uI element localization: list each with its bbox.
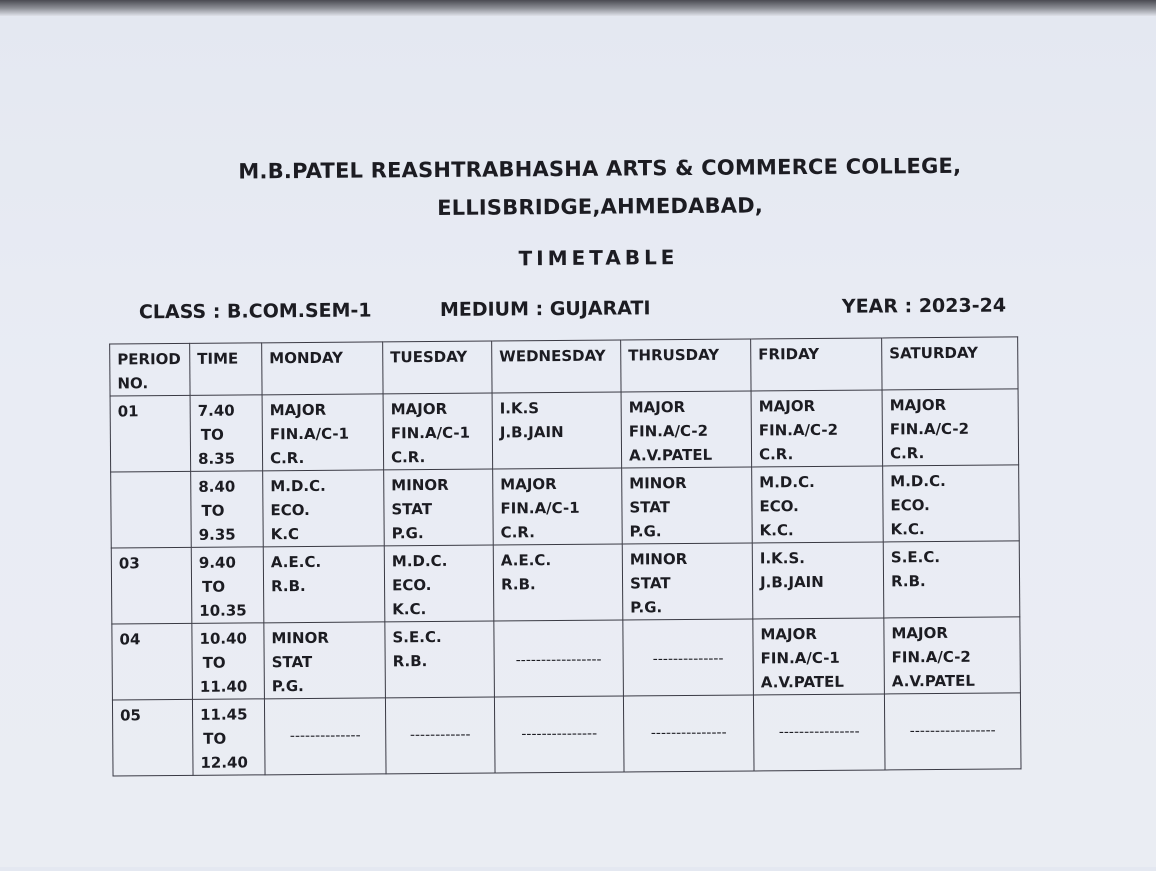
subject-line: MAJOR bbox=[891, 623, 948, 643]
subject-line: FIN.A/C-1 bbox=[760, 648, 840, 668]
time-line: 11.45 bbox=[199, 705, 248, 724]
column-header-monday: MONDAY bbox=[262, 342, 383, 395]
subject-cell bbox=[884, 693, 1021, 770]
subject-cell bbox=[883, 541, 1020, 618]
college-name: M.B.PATEL REASHTRABHASHA ARTS & COMMERCE COLLEGE, bbox=[238, 153, 962, 184]
subject-line: MAJOR bbox=[760, 624, 817, 644]
column-header-saturday: SATURDAY bbox=[882, 337, 1018, 390]
subject-line: C.R. bbox=[889, 444, 925, 463]
table-row bbox=[111, 465, 1020, 548]
subject-line: FIN.A/C-1 bbox=[269, 424, 350, 444]
subject-cell bbox=[494, 620, 624, 697]
time-line: 8.40 bbox=[198, 477, 236, 496]
subject-line: M.D.C. bbox=[890, 471, 946, 491]
empty-slot-dashes: ------------ bbox=[409, 726, 471, 744]
subject-line: MAJOR bbox=[758, 396, 816, 416]
subject-line: MAJOR bbox=[269, 400, 327, 420]
subject-line: MAJOR bbox=[889, 395, 947, 415]
time-line: TO bbox=[203, 729, 227, 748]
subject-cell bbox=[385, 697, 495, 774]
subject-cell bbox=[263, 470, 385, 547]
time-line: TO bbox=[201, 577, 226, 596]
subject-cell bbox=[884, 617, 1021, 694]
empty-slot-dashes: -------------- bbox=[289, 727, 361, 745]
document-title: TIMETABLE bbox=[518, 245, 679, 271]
time-line: TO bbox=[202, 653, 226, 672]
period-cell: 05 bbox=[112, 699, 193, 776]
subject-line: C.R. bbox=[500, 523, 535, 542]
subject-cell bbox=[623, 619, 754, 696]
subject-line: STAT bbox=[391, 500, 433, 519]
subject-line: P.G. bbox=[630, 598, 663, 617]
subject-cell bbox=[883, 465, 1020, 542]
subject-line: ECO. bbox=[270, 500, 310, 520]
subject-line: M.D.C. bbox=[391, 551, 448, 571]
subject-line: ECO. bbox=[759, 497, 799, 516]
subject-line: A.V.PATEL bbox=[628, 445, 713, 465]
subject-cell bbox=[385, 621, 495, 698]
subject-line: A.V.PATEL bbox=[891, 671, 975, 691]
subject-line: K.C bbox=[270, 525, 300, 544]
time-cell bbox=[191, 471, 264, 548]
medium-label: MEDIUM : GUJARATI bbox=[439, 297, 651, 321]
subject-line: A.E.C. bbox=[270, 552, 322, 572]
subject-line: STAT bbox=[629, 574, 671, 593]
year-label: YEAR : 2023-24 bbox=[841, 294, 1007, 318]
subject-line: FIN.A/C-1 bbox=[500, 498, 580, 518]
subject-cell bbox=[623, 695, 754, 772]
subject-line: STAT bbox=[271, 652, 313, 672]
subject-line: R.B. bbox=[392, 652, 428, 671]
subject-cell bbox=[882, 389, 1019, 466]
empty-slot-dashes: ----------------- bbox=[515, 651, 602, 669]
time-line: 12.40 bbox=[200, 753, 248, 772]
subject-line: P.G. bbox=[391, 524, 424, 543]
subject-line: K.C. bbox=[759, 521, 794, 540]
subject-cell bbox=[493, 544, 623, 621]
subject-line: STAT bbox=[629, 498, 671, 517]
subject-cell bbox=[753, 694, 885, 771]
subject-line: M.D.C. bbox=[759, 473, 815, 492]
time-line: 10.35 bbox=[199, 601, 247, 620]
time-line: 11.40 bbox=[199, 677, 248, 696]
table-row bbox=[110, 389, 1019, 472]
subject-cell bbox=[263, 546, 385, 623]
subject-line: P.G. bbox=[629, 522, 662, 541]
subject-line: S.E.C. bbox=[890, 548, 941, 567]
subject-line: J.B.JAIN bbox=[499, 422, 564, 442]
empty-slot-dashes: --------------- bbox=[650, 724, 727, 742]
subject-line: M.D.C. bbox=[270, 476, 326, 496]
subject-line: FIN.A/C-2 bbox=[628, 421, 709, 441]
subject-cell bbox=[384, 545, 494, 622]
time-cell bbox=[192, 699, 265, 776]
time-cell bbox=[192, 623, 265, 700]
subject-line: MAJOR bbox=[390, 399, 448, 419]
subject-line: A.E.C. bbox=[500, 551, 552, 570]
subject-line: MINOR bbox=[629, 474, 687, 493]
subject-line: J.B.JAIN bbox=[759, 572, 824, 592]
subject-line: FIN.A/C-2 bbox=[758, 420, 839, 440]
empty-slot-dashes: -------------- bbox=[652, 650, 724, 668]
time-line: 9.40 bbox=[198, 553, 236, 572]
class-label: CLASS : B.COM.SEM-1 bbox=[138, 299, 372, 324]
subject-line: FIN.A/C-2 bbox=[891, 647, 971, 667]
subject-line: MAJOR bbox=[628, 398, 686, 417]
time-line: 10.40 bbox=[199, 629, 247, 648]
subject-line: R.B. bbox=[500, 575, 536, 594]
time-line: 7.40 bbox=[197, 401, 235, 420]
subject-line: C.R. bbox=[390, 448, 426, 467]
subject-line: R.B. bbox=[890, 572, 926, 591]
column-header-wednesday: WEDNESDAY bbox=[492, 340, 621, 393]
period-cell bbox=[111, 471, 192, 548]
table-header-row bbox=[110, 337, 1018, 396]
subject-cell bbox=[752, 542, 884, 619]
subject-line: C.R. bbox=[758, 445, 794, 464]
subject-line: R.B. bbox=[270, 577, 306, 596]
subject-line: ECO. bbox=[391, 576, 432, 595]
subject-line: I.K.S bbox=[499, 399, 540, 418]
subject-line: FIN.A/C-1 bbox=[390, 423, 471, 443]
time-cell bbox=[190, 395, 263, 472]
period-cell: 03 bbox=[111, 547, 192, 624]
subject-cell bbox=[493, 468, 623, 545]
subject-line: MAJOR bbox=[500, 475, 557, 494]
subject-line: K.C. bbox=[890, 520, 925, 539]
subject-line: I.K.S. bbox=[759, 549, 806, 568]
empty-slot-dashes: ----------------- bbox=[909, 722, 996, 740]
period-cell: 01 bbox=[110, 395, 191, 472]
empty-slot-dashes: ---------------- bbox=[778, 723, 860, 741]
subject-cell bbox=[262, 394, 384, 471]
subject-line: K.C. bbox=[392, 600, 427, 619]
period-cell: 04 bbox=[112, 623, 193, 700]
subject-line: FIN.A/C-2 bbox=[889, 419, 970, 439]
timetable-body bbox=[110, 389, 1021, 776]
subject-cell bbox=[622, 467, 753, 544]
college-location: ELLISBRIDGE,AHMEDABAD, bbox=[437, 193, 764, 220]
subject-cell bbox=[621, 391, 752, 468]
time-line: 8.35 bbox=[197, 449, 236, 468]
time-line: 9.35 bbox=[198, 525, 236, 544]
column-header-period: PERIOD NO. bbox=[110, 343, 190, 396]
subject-cell bbox=[264, 622, 386, 699]
subject-cell bbox=[264, 698, 386, 775]
subject-line: P.G. bbox=[271, 677, 304, 696]
column-header-time: TIME bbox=[190, 343, 262, 396]
subject-cell bbox=[622, 543, 753, 620]
subject-cell bbox=[751, 390, 883, 467]
subject-line: MINOR bbox=[391, 475, 449, 495]
subject-cell bbox=[383, 393, 493, 470]
subject-line: ECO. bbox=[890, 496, 930, 515]
subject-line: S.E.C. bbox=[392, 627, 442, 647]
table-row bbox=[111, 541, 1020, 624]
subject-line: A.V.PATEL bbox=[760, 672, 844, 692]
timetable-table bbox=[109, 336, 1021, 776]
subject-line: MINOR bbox=[271, 628, 329, 648]
time-line: TO bbox=[201, 501, 225, 520]
time-line: TO bbox=[200, 425, 224, 444]
table-row bbox=[112, 617, 1021, 700]
column-header-thursday: THRUSDAY bbox=[621, 339, 751, 392]
table-row bbox=[112, 693, 1021, 776]
subject-cell bbox=[492, 392, 622, 469]
time-cell bbox=[191, 547, 264, 624]
subject-line: MINOR bbox=[629, 550, 688, 569]
subject-cell bbox=[494, 696, 624, 773]
subject-cell bbox=[384, 469, 494, 546]
column-header-tuesday: TUESDAY bbox=[383, 341, 492, 394]
empty-slot-dashes: --------------- bbox=[521, 725, 598, 743]
subject-cell bbox=[753, 618, 885, 695]
column-header-friday: FRIDAY bbox=[751, 338, 882, 391]
subject-cell bbox=[752, 466, 884, 543]
subject-line: C.R. bbox=[269, 449, 305, 468]
